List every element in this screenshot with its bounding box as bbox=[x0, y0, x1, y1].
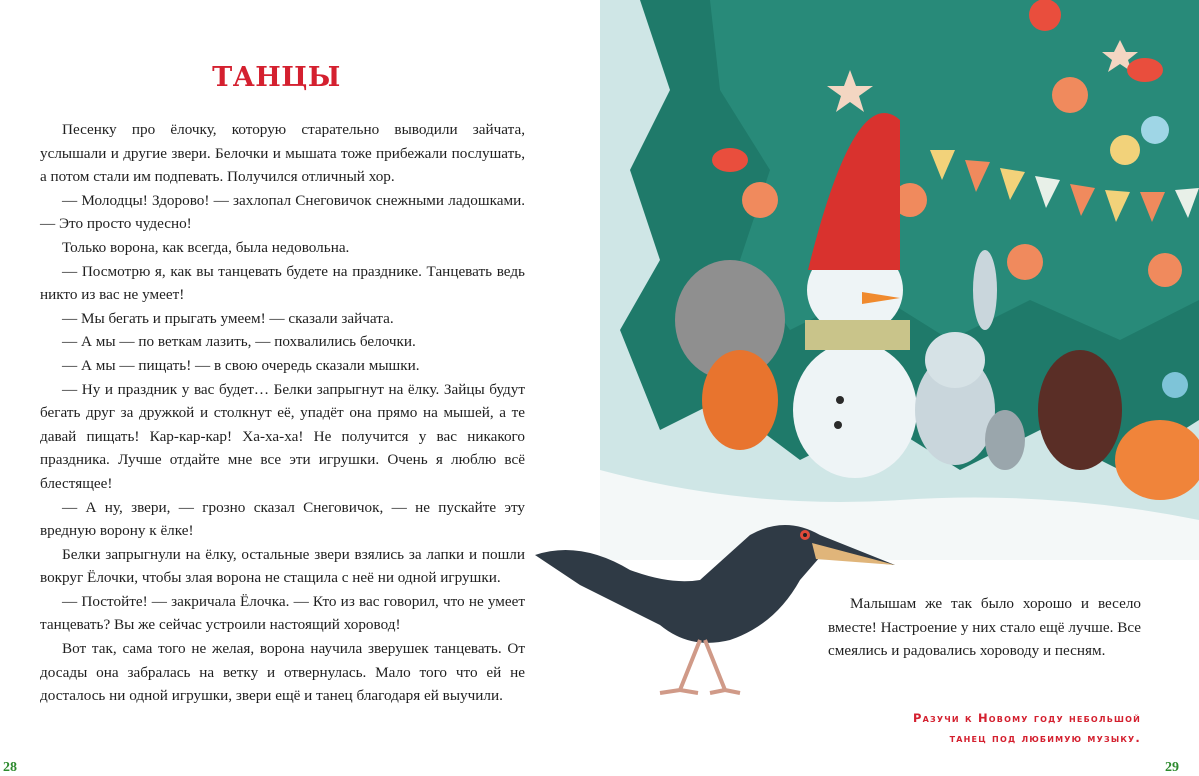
chapter-body bbox=[40, 118, 525, 708]
paragraph: — Посмотрю я, как вы танцевать будете на празднике. Танцевать ведь никто из вас не умеет! bbox=[40, 262, 525, 304]
squirrel-icon bbox=[702, 350, 778, 450]
crow-icon bbox=[520, 495, 900, 695]
paragraph: — А мы — по веткам лазить, — похвалились белочки. bbox=[62, 333, 416, 351]
paragraph: Вот так, сама того не желая, ворона научила зверушек танцевать. От досады она забралась на ветку и отвернулась. Мало того что ей не досталось ни одной игрушки, звери ещё и танец благодаря ей выучили. bbox=[40, 640, 525, 705]
bullfinch-icon bbox=[712, 148, 748, 172]
paragraph: — Ну и праздник у вас будет… Белки запрыгнут на ёлку. Зайцы будут бегать друг за дружкой и столкнут её, упадёт она прямо на мышей, а те давай пищать! Кар-кар-кар! Ха-ха-ха! Не получится у вас никакого праздника. Лучше отдайте мне все эти игрушки. Очень я люблю всё блестящее! bbox=[40, 380, 525, 492]
mouse-icon bbox=[985, 410, 1025, 470]
activity-prompt bbox=[845, 708, 1141, 748]
page-number-right: 29 bbox=[1165, 760, 1179, 775]
paragraph: — Молодцы! Здорово! — захлопал Снеговичок снежными ладошками. — Это просто чудесно! bbox=[40, 191, 525, 233]
paragraph: — Мы бегать и прыгать умеем! — сказали зайчата. bbox=[62, 309, 394, 327]
christmas-tree-illustration bbox=[600, 0, 1199, 560]
ornament-icon bbox=[1052, 77, 1088, 113]
activity-prompt-line: танец под любимую музыку. bbox=[949, 731, 1141, 745]
paragraph: — А мы — пищать! — в свою очередь сказали мышки. bbox=[62, 356, 420, 374]
paragraph: Песенку про ёлочку, которую старательно выводили зайчата, услышали и другие звери. Белочки и мышата тоже прибежали послушать, а потом стали им подпевать. Получился отличный хор. bbox=[40, 121, 525, 186]
chapter-title: ТАНЦЫ bbox=[212, 62, 341, 93]
activity-prompt-line: Разучи к Новому году небольшой bbox=[912, 711, 1141, 725]
paragraph: — А ну, звери, — грозно сказал Снеговичок, — не пускайте эту вредную ворону к ёлке! bbox=[40, 498, 525, 540]
paragraph: Белки запрыгнули на ёлку, остальные звери взялись за лапки и пошли вокруг Ёлочки, чтобы злая ворона не стащила с неё ни одной игрушки. bbox=[40, 545, 525, 587]
page-number-left: 28 bbox=[3, 760, 17, 775]
bullfinch-icon bbox=[1127, 58, 1163, 82]
paragraph: Малышам же так было хорошо и весело вместе! Настроение у них стало ещё лучше. Все смеялись и радовались хороводу и песням. bbox=[828, 595, 1141, 660]
dog-icon bbox=[1038, 350, 1122, 470]
paragraph: Только ворона, как всегда, была недовольна. bbox=[62, 238, 350, 256]
paragraph: — Постойте! — закричала Ёлочка. — Кто из вас говорил, что не умеет танцевать? Вы же сейчас устроили настоящий хоровод! bbox=[40, 592, 525, 634]
